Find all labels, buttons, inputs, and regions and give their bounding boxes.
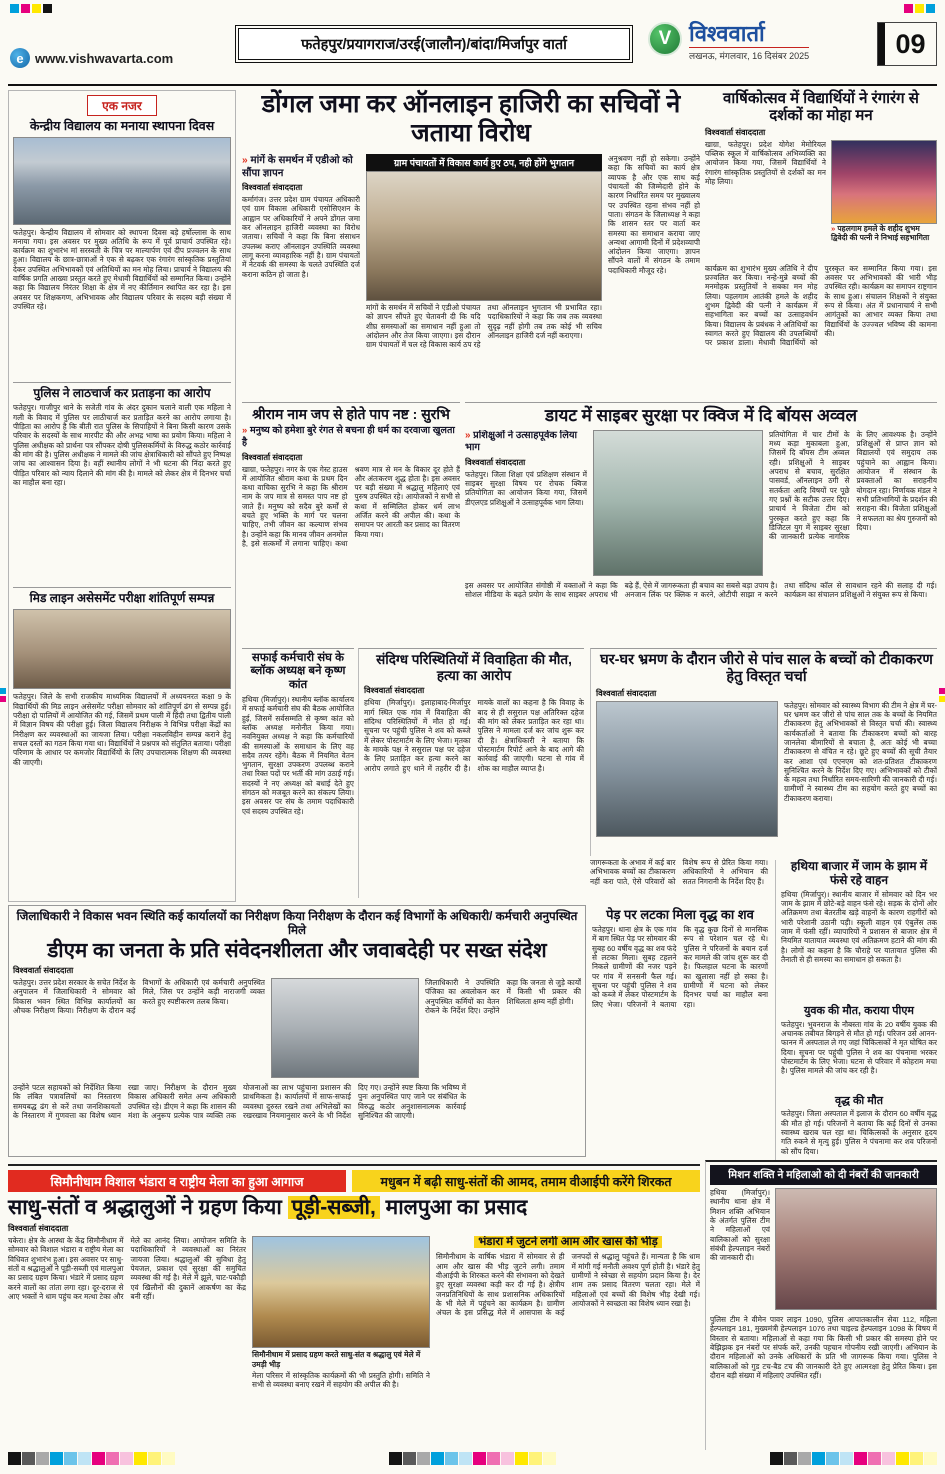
- article-headline: पुलिस ने लाठचार्ज कर प्रताड़ना का आरोप: [33, 385, 211, 400]
- sub-article-headline: भंडारा में जुटने लगी आम और खास की भीड़: [474, 1236, 662, 1248]
- print-registration-bar: [8, 1452, 937, 1465]
- article-body: पुलिस टीम ने वीमेन पावर लाइन 1090, पुलिस आपातकालीन सेवा 112, महिला हेल्पलाइन 181, मुख्यमंत्री हेल्पलाइन 1076 तथा चाइल्ड हेल्पलाइन 1098 के विषय में विस्तार से बताया। महिलाओं से कहा गया कि किसी भी प्रकार की समस्या होने पर बेझिझक इन नंबरों पर संपर्क करें, उनकी पहचान गोपनीय रखी जाएगी। अभियान के दौरान महिलाओं को उनके अधिकारों के प्रति भी जागरूक किया गया। पुलिस ने बालिकाओं को गुड टच-बैड टच की जानकारी देते हुए आत्मरक्षा हेतु प्रेरित किया। इस दौरान बड़ी संख्या में महिलाएं उपस्थित रहीं।: [710, 1315, 937, 1380]
- edition-dateline: लखनऊ, मंगलवार, 16 दिसंबर 2025: [689, 47, 809, 62]
- red-banner-headline: सिमौनीधाम विशाल भंडारा व राष्ट्रीय मेला का हुआ आगाज: [8, 1170, 346, 1192]
- byline: विश्ववार्ता संवाददाता: [8, 1224, 69, 1234]
- headline-part: साधु-संतों व श्रद्धालुओं ने ग्रहण किया: [8, 1196, 288, 1219]
- article-body: फतेहपुर। जिला शिक्षा एवं प्रशिक्षण संस्थान में साइबर सुरक्षा विषय पर रोचक क्विज प्रतियोगिता का आयोजन किया गया, जिसमें डीएलएड प्रशिक्षुओं ने उत्साहपूर्वक भाग लिया।: [465, 469, 587, 507]
- right-lower-column: [775, 860, 937, 1160]
- article-subhead: » प्रशिक्षुओं ने उत्साहपूर्वक लिया भाग: [465, 430, 587, 455]
- article-body: खाग्रा, फतेहपुर। नगर के एक गेस्ट हाउस में आयोजित श्रीराम कथा के प्रथम दिन कथा वाचिका सुरभि ने कहा कि श्रीराम नाम के जप मात्र से समस्त पाप नष्ट हो जाते हैं। मनुष्य को सदैव बुरे कर्मों से बचते हुए भक्ति के मार्ग पर चलना चाहिए, तभी जीवन का कल्याण संभव है। उन्होंने कहा कि मानव जीवन अनमोल है, इसे सत्कर्मों में लगाना चाहिए। कथा श्रवण मात्र से मन के विकार दूर होते हैं और अंतःकरण शुद्ध होता है। इस अवसर पर बड़ी संख्या में श्रद्धालु महिलाएं एवं पुरुष उपस्थित रहे। आयोजकों ने सभी से कथा में सम्मिलित होकर धर्म लाभ अर्जित करने की अपील की। कथा के समापन पर आरती कर प्रसाद का वितरण किया गया।: [242, 464, 460, 549]
- article-body: फतेहपुर। जिले के सभी राजकीय माध्यमिक विद्यालयों में अध्ययनरत कक्षा 9 के विद्यार्थियों की मिड लाइन असेसमेंट परीक्षा सोमवार को शांतिपूर्ण ढंग से सम्पन्न हुई। परीक्षा दो पालियों में आयोजित की गई, जिसमें प्रथम पाली में हिंदी तथा द्वितीय पाली में विज्ञान विषय की परीक्षा हुई। जिला विद्यालय निरीक्षक ने विभिन्न परीक्षा केंद्रों का निरीक्षण कर व्यवस्थाओं का जायजा लिया। परीक्षा नकलविहीन सम्पन्न कराने हेतु सचल दस्तों का गठन किया गया था। विद्यार्थियों ने प्रश्नपत्र को संतुलित बताया। परीक्षा परिणाम के आधार पर कमजोर विद्यार्थियों के लिए उपचारात्मक शिक्षण की व्यवस्था की जाएगी।: [13, 692, 231, 767]
- diet-quiz-article: [465, 402, 937, 642]
- photo-office-inspection: [271, 978, 419, 1078]
- article-body: चकेरा। क्षेत्र के आस्था के केंद्र सिमौनीधाम में सोमवार को विशाल भंडारा व राष्ट्रीय मेला का विधिवत शुभारंभ हुआ। इस अवसर पर साधु-संतों व श्रद्धालुओं ने पूड़ी-सब्जी एवं मालपुआ का प्रसाद ग्रहण किया। भंडारे में प्रसाद ग्रहण करने वालों का तांता लगा रहा। दूर-दराज से आए भक्तों ने धाम पहुंच कर मत्था टेका और मेले का आनंद लिया। आयोजन समिति के पदाधिकारियों ने व्यवस्थाओं का निरंतर जायजा लिया। श्रद्धालुओं की सुविधा हेतु पेयजल, प्रकाश एवं सुरक्षा की समुचित व्यवस्था की गई है। मेले में झूले, चाट-पकौड़ी एवं खिलौनों की दुकानें आकर्षण का केंद्र बनी रहीं।: [8, 1236, 246, 1302]
- masthead: [648, 22, 809, 62]
- photo-women-awareness: [775, 1188, 937, 1310]
- photo-bhandara-crowd: [252, 1236, 430, 1348]
- article-body: अनुश्रवण नहीं हो सकेगा। उन्होंने कहा कि सचिवों का कार्य क्षेत्र व्यापक है और एक साथ कई पंचायतों की जिम्मेदारी होने के कारण निर्धारित समय पर मुख्यालय पर उपस्थित रहना संभव नहीं हो पाता। संगठन के जिलाध्यक्ष ने कहा कि शासन स्तर पर वार्ता कर समस्या का समाधान कराया जाए अन्यथा आगामी दिनों में प्रदेशव्यापी आंदोलन किया जाएगा। ज्ञापन सौंपने वालों में संगठन के तमाम पदाधिकारी मौजूद रहे।: [608, 154, 700, 275]
- photo-caption: » पहलगाम हमले के शहीद शुभम द्विवेदी की पत्नी ने निभाई सहभागिता: [831, 224, 937, 243]
- print-registration-marks-top-right: [904, 4, 935, 13]
- article-headline: सफाई कर्मचारी संघ के ब्लॉक अध्यक्ष बने कृष्ण कांत: [250, 652, 346, 691]
- article-body: कर्मागंज। उत्तर प्रदेश ग्राम पंचायत अधिकारी एवं ग्राम विकास अधिकारी एसोसिएशन के आह्वान पर अधिकारियों ने अपने डोंगल जमा कर ऑनलाइन हाजिरी व्यवस्था का विरोध जताया। सचिवों ने कहा कि बिना संसाधन उपलब्ध कराए ऑनलाइन उपस्थिति व्यवस्था लागू करना व्यावहारिक नहीं है। ग्राम पंचायतों में नेटवर्क की समस्या के चलते उपस्थिति दर्ज कराना कठिन हो जाता है।: [242, 195, 360, 279]
- photo-health-meeting: [596, 701, 778, 837]
- article-body: फतेहपुर। सोमवार को स्वास्थ्य विभाग की टीम ने क्षेत्र में घर-घर भ्रमण कर जीरो से पांच साल तक के बच्चों के नियमित टीकाकरण हेतु अभिभावकों से विस्तृत चर्चा की। स्वास्थ्य कार्यकर्ताओं ने बताया कि टीकाकरण बच्चों को बारह जानलेवा बीमारियों से बचाता है, अतः कोई भी बच्चा टीकाकरण से वंचित न रहे। छूटे हुए बच्चों की सूची तैयार कर आशा एवं एएनएम को शत-प्रतिशत टीकाकरण सुनिश्चित करने के निर्देश दिए गए। अभिभावकों को टीकों के महत्व तथा निर्धारित समय-सारिणी की जानकारी दी गई। ग्रामीणों ने स्वास्थ्य टीम का सहयोग करते हुए बच्चों का टीकाकरण कराया।: [784, 700, 937, 803]
- byline: विश्ववार्ता संवाददाता: [596, 688, 657, 698]
- byline: विश्ववार्ता संवाददाता: [364, 686, 425, 696]
- article-headline: वार्षिकोत्सव में विद्यार्थियों ने रंगारंग से दर्शकों का मोहा मन: [723, 90, 919, 125]
- article-body: सिमौनीधाम के वार्षिक भंडारा में सोमवार से ही आम और खास की भीड़ जुटने लगी। तमाम वीआईपी के शिरकत करने की संभावना को देखते हुए सुरक्षा व्यवस्था कड़ी कर दी गई है। क्षेत्रीय जनप्रतिनिधियों के साथ प्रशासनिक अधिकारियों के भी मेले में पहुंचने का कार्यक्रम है। ग्रामीण अंचल के इस प्रसिद्ध मेले में आसपास के कई जनपदों से श्रद्धालु पहुंचते हैं। मान्यता है कि धाम में मांगी गई मनौती अवश्य पूर्ण होती है। भंडारे हेतु ग्रामीणों ने स्वेच्छा से सहयोग प्रदान किया है। देर शाम तक प्रसाद वितरण चलता रहा। मेले में महिलाओं एवं बच्चों की विशेष भीड़ देखी गई। आयोजकों ने स्वच्छता का विशेष ध्यान रखा है।: [436, 1252, 700, 1318]
- print-registration-marks-right-edge: [939, 688, 945, 702]
- article-headline: श्रीराम नाम जप से होते पाप नष्ट : सुरभि: [252, 406, 450, 422]
- header-divider: [8, 84, 937, 86]
- article-body: हथिया (मिर्जापुर)। स्थानीय थाना क्षेत्र में मिशन शक्ति अभियान के अंतर्गत पुलिस टीम ने महिलाओं एवं बालिकाओं को सुरक्षा संबंधी हेल्पलाइन नंबरों की जानकारी दी।: [710, 1188, 770, 1263]
- globe-logo-icon: e: [10, 48, 30, 68]
- article-headline: डीएम का जनता के प्रति संवेदनशीलता और जवाबदेही पर सख्त संदेश: [47, 939, 547, 963]
- mission-shakti-article: [705, 1160, 937, 1450]
- paper-logo-icon: V: [648, 22, 682, 56]
- left-column: [8, 90, 236, 902]
- vivahita-article: [358, 648, 584, 898]
- article-body: इस अवसर पर आयोजित संगोष्ठी में वक्ताओं ने कहा कि सोशल मीडिया के बढ़ते प्रयोग के साथ साइबर अपराध भी बढ़े हैं, ऐसे में जागरूकता ही बचाव का सबसे बड़ा उपाय है। अनजान लिंक पर क्लिक न करने, ओटीपी साझा न करने तथा संदिग्ध कॉल से सावधान रहने की सलाह दी गई। कार्यक्रम का संचालन प्रशिक्षुओं ने संयुक्त रूप से किया।: [465, 580, 937, 600]
- photo-caption-bar: ग्राम पंचायतों में विकास कार्य हुए ठप, नही होंगे भुगतान: [366, 154, 602, 171]
- shriram-article: [242, 402, 460, 642]
- page-number-bar: [878, 23, 885, 65]
- article-body: मांगों के समर्थन में सचिवों ने एडीओ पंचायत को ज्ञापन सौंपते हुए चेतावनी दी कि यदि शीघ्र समस्याओं का समाधान नहीं हुआ तो आंदोलन और तेज किया जाएगा। इस दौरान ग्राम पंचायतों में चल रहे विकास कार्य ठप रहे तथा ऑनलाइन भुगतान भी प्रभावित रहा। पदाधिकारियों ने कहा कि जब तक व्यवस्था सुदृढ़ नहीं होगी तब तक कोई भी सचिव ऑनलाइन हाजिरी दर्ज नहीं कराएगा।: [366, 303, 602, 350]
- article-body: मेला परिसर में सांस्कृतिक कार्यक्रमों की भी प्रस्तुति होगी। समिति ने सभी से व्यवस्था बनाए रखने में सहयोग की अपील की है।: [252, 1371, 430, 1390]
- article-headline: मिड लाइन असेसमेंट परीक्षा शांतिपूर्ण सम्पन्न: [29, 591, 215, 606]
- article-continuation: जागरूकता के अभाव में कई बार अभिभावक बच्चों का टीकाकरण नहीं करा पाते, ऐसे परिवारों को विशेष रूप से प्रेरित किया गया। अधिकारियों ने अभियान की सतत निगरानी के निर्देश दिए हैं।: [590, 858, 768, 886]
- print-registration-marks-top-left: [10, 4, 52, 13]
- vaccination-article: [590, 648, 937, 856]
- locations-strip: फतेहपुर/प्रयागराज/उरई(जालौन)/बांदा/मिर्जापुर वार्ता: [238, 28, 630, 60]
- article-headline: घर-घर भ्रमण के दौरान जीरो से पांच साल के बच्चों को टीकाकरण हेतु विस्तृत चर्चा: [600, 652, 933, 685]
- article-subhead: » मांगें के समर्थन में एडीओ को सौंपा ज्ञापन: [242, 154, 360, 180]
- article-body: प्रतियोगिता में चार टीमों के मध्य कड़ा मुकाबला हुआ, जिसमें दि बॉयस टीम अव्वल रही। प्रशिक्षुओं ने साइबर अपराध से बचाव, सुरक्षित पासवर्ड, ऑनलाइन ठगी से सतर्कता आदि विषयों पर पूछे गए प्रश्नों के सटीक उत्तर दिए। प्राचार्य ने विजेता टीम को पुरस्कृत करते हुए कहा कि डिजिटल युग में साइबर सुरक्षा की जानकारी प्रत्येक नागरिक के लिए आवश्यक है। उन्होंने प्रशिक्षुओं से प्राप्त ज्ञान को विद्यालयों एवं समुदाय तक पहुंचाने का आह्वान किया। आयोजन में संस्थान के प्रवक्ताओं का सराहनीय योगदान रहा। निर्णायक मंडल ने सभी प्रतिभागियों के प्रदर्शन की सराहना की। विजेता प्रशिक्षुओं ने सफलता का श्रेय गुरुजनों को दिया।: [769, 429, 937, 542]
- website-url: www.vishwavarta.com: [35, 50, 174, 66]
- article-headline: वृद्ध की मौत: [834, 1094, 883, 1107]
- photo-foundation-day: [13, 137, 231, 225]
- article-subhead: » मनुष्य को हमेशा बुरे रंगत से बचना ही धर्म का दरवाजा खुलता है: [242, 425, 460, 449]
- article-body: हथिया (मिर्जापुर)। स्थानीय ब्लॉक कार्यालय में सफाई कर्मचारी संघ की बैठक आयोजित हुई, जिसमें सर्वसम्मति से कृष्ण कांत को ब्लॉक अध्यक्ष मनोनीत किया गया। नवनियुक्त अध्यक्ष ने कहा कि कर्मचारियों की समस्याओं के समाधान के लिए वह सदैव तत्पर रहेंगे। बैठक में नियमित वेतन भुगतान, सुरक्षा उपकरण उपलब्ध कराने तथा रिक्त पदों पर भर्ती की मांग उठाई गई। सदस्यों ने नए अध्यक्ष को बधाई देते हुए संगठन को मजबूत करने का संकल्प लिया। इस अवसर पर संघ के तमाम पदाधिकारी एवं सदस्य उपस्थित रहे।: [242, 694, 354, 816]
- paper-name: विश्ववार्ता: [689, 21, 765, 46]
- byline: विश्ववार्ता संवाददाता: [242, 183, 303, 193]
- dm-inspection-article: [8, 905, 586, 1157]
- photo-memorandum-handover: [366, 171, 602, 301]
- article-body: फतेहपुर। जिला अस्पताल में इलाज के दौरान 60 वर्षीय वृद्ध की मौत हो गई। परिजनों ने बताया कि कई दिनों से उनका स्वास्थ्य खराब चल रहा था। चिकित्सकों के अनुसार हृदय गति रुकने से मृत्यु हुई। पुलिस ने पंचनामा कर शव परिजनों को सौंप दिया।: [781, 1109, 937, 1156]
- article-body: खाग्रा, फतेहपुर। प्रदेश योगेश मेमोरियल पब्लिक स्कूल में वार्षिकोत्सव अभिव्यक्ति का आयोजन किया गया, जिसमें विद्यार्थियों ने रंगारंग सांस्कृतिक प्रस्तुतियों से दर्शकों का मन मोह लिया।: [705, 139, 826, 187]
- ped-shav-article: [592, 905, 768, 1157]
- article-kicker: जिलाधिकारी ने विकास भवन स्थिति कई कार्यालयों का निरीक्षण किया निरीक्षण के दौरान कई विभागों के अधिकारी/ कर्मचारी अनुपस्थित मिले: [16, 909, 578, 937]
- divider: [13, 587, 231, 588]
- photo-dance-performance: [831, 140, 937, 224]
- byline: विश्ववार्ता संवाददाता: [465, 457, 526, 467]
- article-headline: [8, 1196, 700, 1220]
- byline: विश्ववार्ता संवाददाता: [705, 127, 766, 137]
- article-body: फतेहपुर। केन्द्रीय विद्यालय में सोमवार को स्थापना दिवस बड़े हर्षोल्लास के साथ मनाया गया। इस अवसर पर मुख्य अतिथि के रूप में पूर्व प्राचार्य उपस्थित रहे। कार्यक्रम का शुभारंभ मां सरस्वती के चित्र पर माल्यार्पण एवं दीप प्रज्वलन के साथ हुआ। विद्यालय के छात्र-छात्राओं ने एक से बढ़कर एक रंगारंग सांस्कृतिक प्रस्तुतियां देकर उपस्थित अभिभावकों एवं अतिथियों का मन मोह लिया। प्राचार्य ने विद्यालय की वार्षिक प्रगति आख्या प्रस्तुत करते हुए मेधावी विद्यार्थियों को सम्मानित किया। उन्होंने कहा कि विद्यालय निरंतर शिक्षा के क्षेत्र में नए कीर्तिमान स्थापित कर रहा है। इस अवसर पर शिक्षकगण, अभिभावक और विद्यालय परिवार के सदस्य बड़ी संख्या में उपस्थित रहे।: [13, 227, 231, 311]
- headline-part: मालपुआ का प्रसाद: [379, 1196, 528, 1219]
- article-body: कार्यक्रम का शुभारंभ मुख्य अतिथि ने दीप प्रज्वलित कर किया। नन्हे-मुन्ने बच्चों की मनमोहक प्रस्तुतियों ने सबका मन मोह लिया। पहलगाम आतंकी हमले के शहीद शुभम द्विवेदी की पत्नी ने कार्यक्रम में सहभागिता कर बच्चों का उत्साहवर्धन किया। विद्यालय के प्रबंधक ने अतिथियों का स्वागत करते हुए विद्यालय की उपलब्धियों पर प्रकाश डाला। मेधावी विद्यार्थियों को पुरस्कृत कर सम्मानित किया गया। इस अवसर पर अभिभावकों की भारी भीड़ उपस्थित रही। कार्यक्रम का समापन राष्ट्रगान के साथ हुआ। संचालन शिक्षकों ने संयुक्त रूप से किया। अंत में प्रधानाचार्य ने सभी आगंतुकों का आभार व्यक्त किया तथा विद्यार्थियों के उज्ज्वल भविष्य की कामना की।: [705, 263, 937, 348]
- article-body: हथिया (मिर्जापुर)। इलाहाबाद-मिर्जापुर मार्ग स्थित एक गांव में विवाहिता की संदिग्ध परिस्थितियों में मौत हो गई। सूचना पर पहुंची पुलिस ने शव को कब्जे में लेकर पोस्टमार्टम के लिए भेजा। मृतका के मायके पक्ष ने ससुराल पक्ष पर दहेज के लिए प्रताड़ित कर हत्या करने का आरोप लगाते हुए थाने में तहरीर दी है। मायके वालों का कहना है कि विवाह के बाद से ही ससुराल पक्ष अतिरिक्त दहेज की मांग को लेकर प्रताड़ित कर रहा था। पुलिस ने मामला दर्ज कर जांच शुरू कर दी है। क्षेत्राधिकारी ने बताया कि पोस्टमार्टम रिपोर्ट आने के बाद आगे की कार्रवाई की जाएगी। घटना से गांव में शोक का माहौल व्याप्त है।: [364, 698, 584, 773]
- byline: विश्ववार्ता संवाददाता: [13, 966, 74, 976]
- annual-fest-article: [705, 90, 937, 396]
- safai-article: [242, 648, 354, 898]
- simauni-section: [8, 1164, 700, 1450]
- article-headline: पेड़ पर लटका मिला वृद्ध का शव: [606, 907, 754, 922]
- headline-highlight: पूड़ी-सब्जी,: [288, 1196, 380, 1219]
- black-bar-headline: मिशन शक्ति ने महिलाओ को दी नंबरों की जानकारी: [710, 1165, 937, 1185]
- photo-quiz-winners: [593, 430, 763, 576]
- print-registration-marks-left-edge: [0, 688, 6, 702]
- article-headline: हथिया बाजार में जाम के झाम में फंसे रहे वाहन: [790, 859, 928, 887]
- article-headline: डायट में साइबर सुरक्षा पर क्विज में दि बॉयस अव्वल: [545, 406, 857, 425]
- article-headline: केन्द्रीय विद्यालय का मनाया स्थापना दिवस: [29, 119, 215, 133]
- photo-caption: सिमौनीधाम में प्रसाद ग्रहण करते साधु-संत व श्रद्धालु एवं मेले में उमड़ी भीड़: [252, 1350, 421, 1369]
- page-number-box: [877, 22, 937, 66]
- website-block: [10, 48, 173, 68]
- lead-article: [242, 90, 700, 396]
- article-body: फतेहपुर। गाजीपुर थाने के सजेती गांव के अंदर दुकान चलाने वाली एक महिला ने गली के विवाद में पुलिस पर लाठीचार्ज कर प्रताड़ित करने का आरोप लगाया है। पीड़िता का आरोप है कि बीती रात पुलिस के सिपाहियों ने बिना किसी कारण उसके परिवार के सदस्यों के साथ मारपीट की और अभद्र भाषा का प्रयोग किया। महिला ने पुलिस अधीक्षक को प्रार्थना पत्र सौंपकर दोषी पुलिसकर्मियों के विरुद्ध कठोर कार्रवाई की मांग की है। पुलिस अधीक्षक ने मामले की जांच क्षेत्राधिकारी को सौंपते हुए निष्पक्ष जांच का आश्वासन दिया है। वहीं स्थानीय लोगों ने भी घटना की निंदा करते हुए पीड़ित परिवार को न्याय दिलाने की मांग की है। मामले को लेकर क्षेत्र में दिनभर चर्चा का माहौल बना रहा।: [13, 403, 231, 487]
- section-tab-ek-nazar: एक नजर: [87, 95, 157, 116]
- article-body: फतेहपुर। उत्तर प्रदेश सरकार के सचेत निर्देश के अनुपालन में जिलाधिकारी ने सोमवार को विकास भवन स्थित विभिन्न कार्यालयों का औचक निरीक्षण किया। निरीक्षण के दौरान कई विभागों के अधिकारी एवं कर्मचारी अनुपस्थित मिले, जिस पर उन्होंने कड़ी नाराजगी व्यक्त करते हुए स्पष्टीकरण तलब किया।: [13, 978, 265, 1016]
- article-body: हथिया (मिर्जापुर)। स्थानीय बाजार में सोमवार को दिन भर जाम के झाम में छोटे-बड़े वाहन फंसे रहे। सड़क के दोनों ओर अतिक्रमण तथा बेतरतीब खड़े वाहनों के कारण राहगीरों को भारी परेशानी उठानी पड़ी। स्कूली वाहन एवं एंबुलेंस तक जाम में फंसी रहीं। व्यापारियों ने प्रशासन से बाजार क्षेत्र में नियमित यातायात व्यवस्था एवं अतिक्रमण हटाने की मांग की है। लोगों का कहना है कि चौराहे पर यातायात पुलिस की तैनाती से ही समस्या का समाधान हो सकता है।: [781, 889, 937, 964]
- lead-headline: डोंगल जमा कर ऑनलाइन हाजिरी का सचिवों ने जताया विरोध: [261, 90, 681, 147]
- article-body: फतेहपुर। भुवनराज के नौबस्ता गांव के 20 वर्षीय युवक की अचानक तबीयत बिगड़ने से मौत हो गई। परिजन उसे आनन-फानन में अस्पताल ले गए जहां चिकित्सकों ने मृत घोषित कर दिया। सूचना पर पहुंची पुलिस ने शव का पंचनामा भरकर पोस्टमार्टम के लिए भेजा। घटना से परिवार में कोहराम मचा है। पुलिस मामले की जांच कर रही है।: [781, 1019, 937, 1076]
- article-body: उन्होंने पटल सहायकों को निर्देशित किया कि लंबित पत्रावलियों का निस्तारण समयबद्ध ढंग से करें तथा जनशिकायतों के निस्तारण में गुणवत्ता का विशेष ध्यान रखा जाए। निरीक्षण के दौरान मुख्य विकास अधिकारी समेत अन्य अधिकारी उपस्थित रहे। डीएम ने कहा कि शासन की मंशा के अनुरूप प्रत्येक पात्र व्यक्ति तक योजनाओं का लाभ पहुंचाना प्रशासन की प्राथमिकता है। कार्यालयों में साफ-सफाई व्यवस्था दुरुस्त रखने तथा अभिलेखों का रखरखाव नियमानुसार करने के भी निर्देश दिए गए। उन्होंने स्पष्ट किया कि भविष्य में पुनः अनुपस्थित पाए जाने पर संबंधित के विरुद्ध कठोर अनुशासनात्मक कार्रवाई सुनिश्चित की जाएगी।: [13, 1083, 466, 1121]
- article-body: फतेहपुर। थाना क्षेत्र के एक गांव में बाग स्थित पेड़ पर सोमवार की सुबह 60 वर्षीय वृद्ध का शव फंदे से लटका मिला। सुबह टहलने निकले ग्रामीणों की नजर पड़ने पर गांव में सनसनी फैल गई। सूचना पर पहुंची पुलिस ने शव को कब्जे में लेकर पोस्टमार्टम के लिए भेजा। परिजनों ने बताया कि वृद्ध कुछ दिनों से मानसिक रूप से परेशान चल रहे थे। पुलिस ने परिजनों के बयान दर्ज कर मामले की जांच शुरू कर दी है। फिलहाल घटना के कारणों का खुलासा नहीं हो सका है। ग्रामीणों में घटना को लेकर दिनभर चर्चा का माहौल बना रहा।: [592, 925, 768, 1009]
- article-headline: संदिग्ध परिस्थितियों में विवाहिता की मौत, हत्या का आरोप: [376, 652, 572, 683]
- photo-exam-hall: [13, 609, 231, 689]
- page-number: 09: [895, 28, 926, 59]
- byline: विश्ववार्ता संवाददाता: [242, 452, 303, 462]
- yellow-banner-headline: मधुबन में बढ़ी साधु-संतों की आमद, तमाम वीआईपी करेंगे शिरकत: [352, 1170, 700, 1192]
- article-headline: युवक की मौत, कराया पीएम: [803, 1004, 914, 1017]
- article-body: जिलाधिकारी ने उपस्थिति पंजिका का अवलोकन कर अनुपस्थित कर्मियों का वेतन रोकने के निर्देश दिए। उन्होंने कहा कि जनता से जुड़े कार्यों में किसी भी प्रकार की शिथिलता क्षम्य नहीं होगी।: [425, 978, 581, 1016]
- divider: [13, 382, 231, 383]
